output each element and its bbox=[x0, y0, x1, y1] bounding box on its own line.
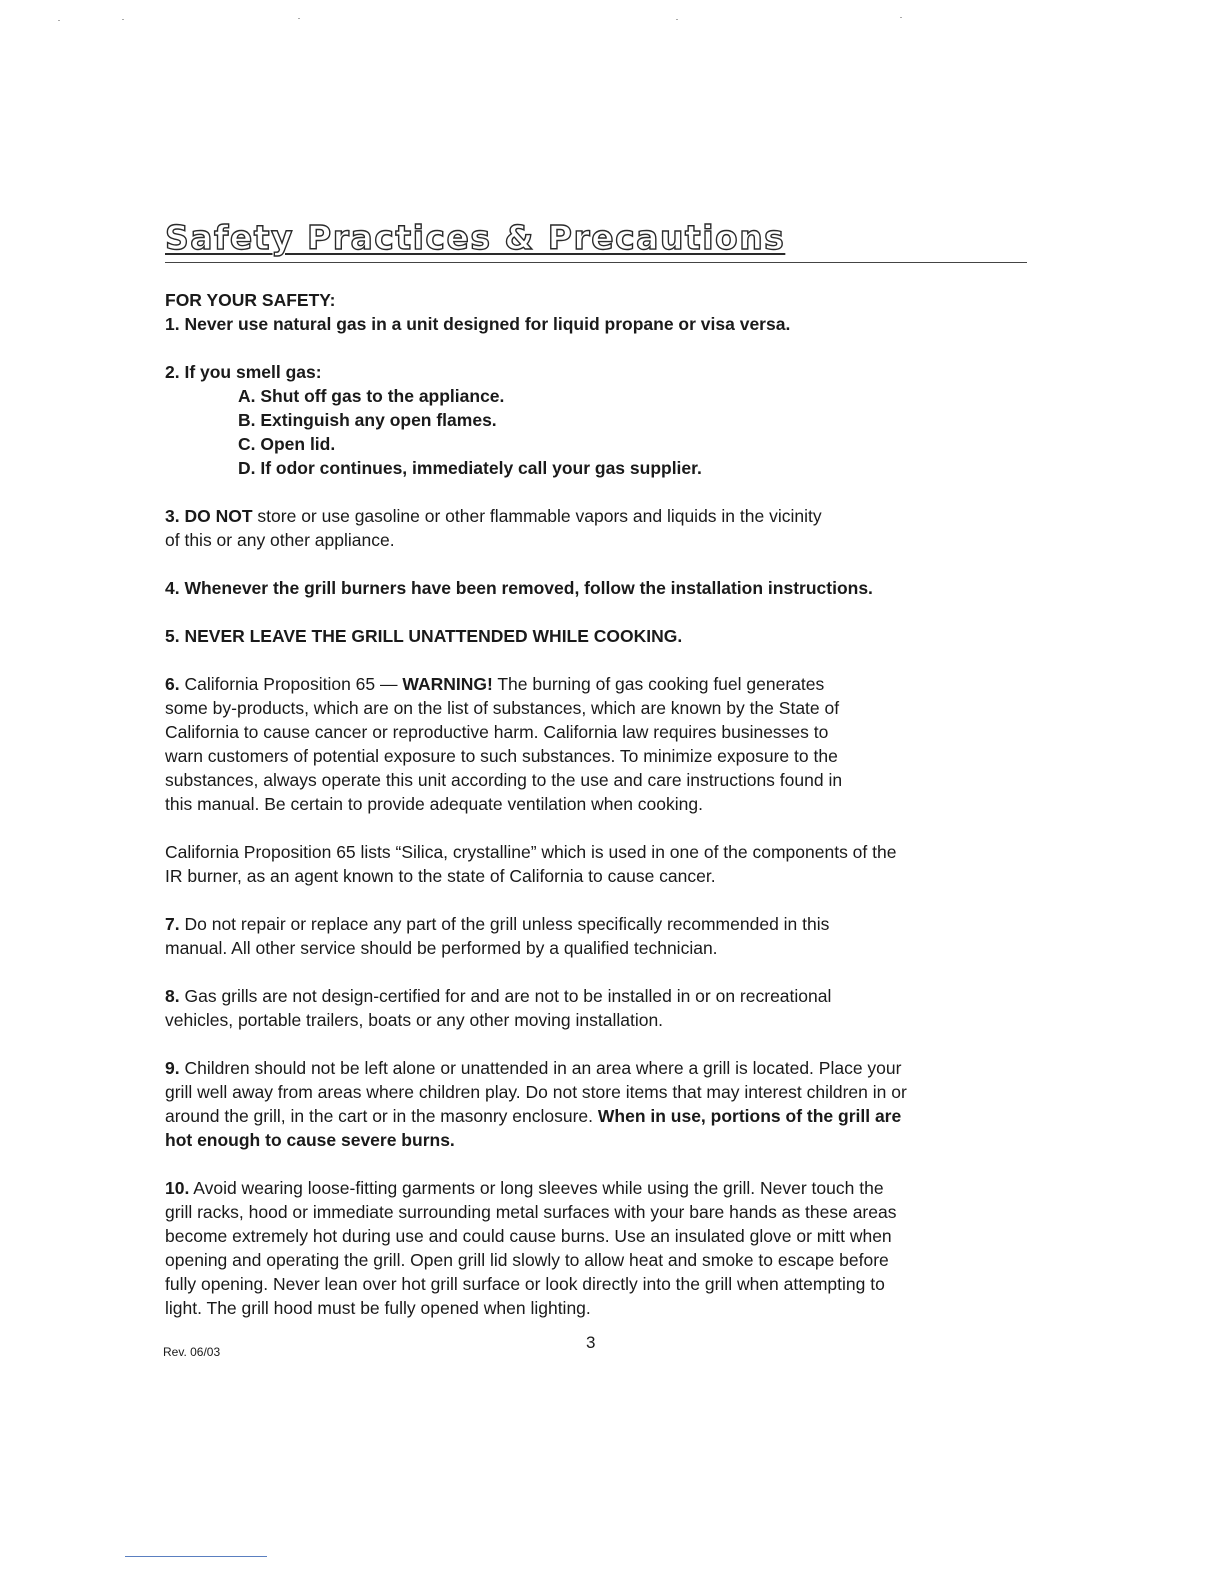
item-9-burn-warning: When in use, portions of the grill are bbox=[597, 1106, 902, 1126]
item-2-sub-c: C. Open lid. bbox=[238, 434, 336, 454]
item-6-pre: California Proposition 65 — bbox=[184, 674, 398, 694]
item-6-line: California to cause cancer or reproductive harm. California law requires businesses to bbox=[165, 722, 829, 742]
prop65-line: IR burner, as an agent known to the state of California to cause cancer. bbox=[165, 866, 716, 886]
item-10-text: Avoid wearing loose-fitting garments or long sleeves while using the grill. Never touch the bbox=[193, 1178, 884, 1198]
scan-speck bbox=[676, 19, 678, 20]
item-9-burn-warning-2: hot enough to cause severe burns. bbox=[165, 1130, 455, 1150]
scan-speck bbox=[298, 18, 300, 19]
item-6-line: this manual. Be certain to provide adequate ventilation when cooking. bbox=[165, 794, 703, 814]
scan-edge-line bbox=[125, 1556, 267, 1557]
item-2-sub-d: D. If odor continues, immediately call your gas supplier. bbox=[238, 458, 702, 478]
item-7-line-2: manual. All other service should be performed by a qualified technician. bbox=[165, 938, 718, 958]
item-6-line: substances, always operate this unit according to the use and care instructions found in bbox=[165, 770, 843, 790]
item-9-line-3 bbox=[165, 1104, 1035, 1128]
item-3 bbox=[165, 504, 1035, 528]
item-9 bbox=[165, 1056, 1035, 1080]
item-9-line-3-text: around the grill, in the cart or in the masonry enclosure. bbox=[165, 1106, 593, 1126]
item-9-line-2: grill well away from areas where children play. Do not store items that may interest children in or bbox=[165, 1082, 907, 1102]
item-6 bbox=[165, 672, 1035, 696]
item-10-line: light. The grill hood must be fully opened when lighting. bbox=[165, 1298, 591, 1318]
item-8-number: 8. bbox=[165, 986, 180, 1006]
item-2-sub-a: A. Shut off gas to the appliance. bbox=[238, 386, 505, 406]
item-7-number: 7. bbox=[165, 914, 180, 934]
item-6-line: warn customers of potential exposure to such substances. To minimize exposure to the bbox=[165, 746, 838, 766]
item-10-number: 10. bbox=[165, 1178, 190, 1198]
item-9-text: Children should not be left alone or unattended in an area where a grill is located. Place your bbox=[184, 1058, 902, 1078]
item-6-warning: WARNING! bbox=[402, 674, 493, 694]
scan-speck bbox=[900, 17, 902, 18]
item-10 bbox=[165, 1176, 1035, 1200]
item-10-line: fully opening. Never lean over hot grill surface or look directly into the grill when attempting to bbox=[165, 1274, 885, 1294]
page-number: 3 bbox=[586, 1333, 596, 1352]
item-6-text: The burning of gas cooking fuel generates bbox=[497, 674, 825, 694]
safety-heading: FOR YOUR SAFETY: bbox=[165, 290, 336, 310]
item-10-line: opening and operating the grill. Open grill lid slowly to allow heat and smoke to escape before bbox=[165, 1250, 889, 1270]
item-2-lead: 2. If you smell gas: bbox=[165, 362, 322, 382]
item-7-text: Do not repair or replace any part of the grill unless specifically recommended in this bbox=[184, 914, 830, 934]
item-5: 5. NEVER LEAVE THE GRILL UNATTENDED WHILE COOKING. bbox=[165, 626, 683, 646]
scan-speck bbox=[58, 20, 60, 21]
safety-content bbox=[165, 288, 1035, 1320]
item-1: 1. Never use natural gas in a unit designed for liquid propane or visa versa. bbox=[165, 314, 791, 334]
item-10-line: grill racks, hood or immediate surrounding metal surfaces with your bare hands as these areas bbox=[165, 1202, 897, 1222]
item-3-text: store or use gasoline or other flammable vapors and liquids in the vicinity bbox=[257, 506, 822, 526]
item-7 bbox=[165, 912, 1035, 936]
item-2-sub-b: B. Extinguish any open flames. bbox=[238, 410, 497, 430]
item-8-line-2: vehicles, portable trailers, boats or any other moving installation. bbox=[165, 1010, 664, 1030]
item-8-text: Gas grills are not design-certified for and are not to be installed in or on recreational bbox=[184, 986, 832, 1006]
item-3-line-2: of this or any other appliance. bbox=[165, 530, 395, 550]
scan-speck bbox=[122, 19, 124, 20]
item-4: 4. Whenever the grill burners have been removed, follow the installation instructions. bbox=[165, 578, 873, 598]
prop65-line: California Proposition 65 lists “Silica, crystalline” which is used in one of the components of the bbox=[165, 842, 897, 862]
item-6-line: some by-products, which are on the list of substances, which are known by the State of bbox=[165, 698, 840, 718]
item-3-bold: DO NOT bbox=[184, 506, 253, 526]
revision-label: Rev. 06/03 bbox=[163, 1345, 221, 1359]
item-10-line: become extremely hot during use and could cause burns. Use an insulated glove or mitt when bbox=[165, 1226, 892, 1246]
title-rule bbox=[165, 262, 1027, 263]
item-9-number: 9. bbox=[165, 1058, 180, 1078]
item-3-number: 3. bbox=[165, 506, 180, 526]
item-8 bbox=[165, 984, 1035, 1008]
item-6-number: 6. bbox=[165, 674, 180, 694]
page-title: Safety Practices & Precautions bbox=[165, 218, 786, 257]
